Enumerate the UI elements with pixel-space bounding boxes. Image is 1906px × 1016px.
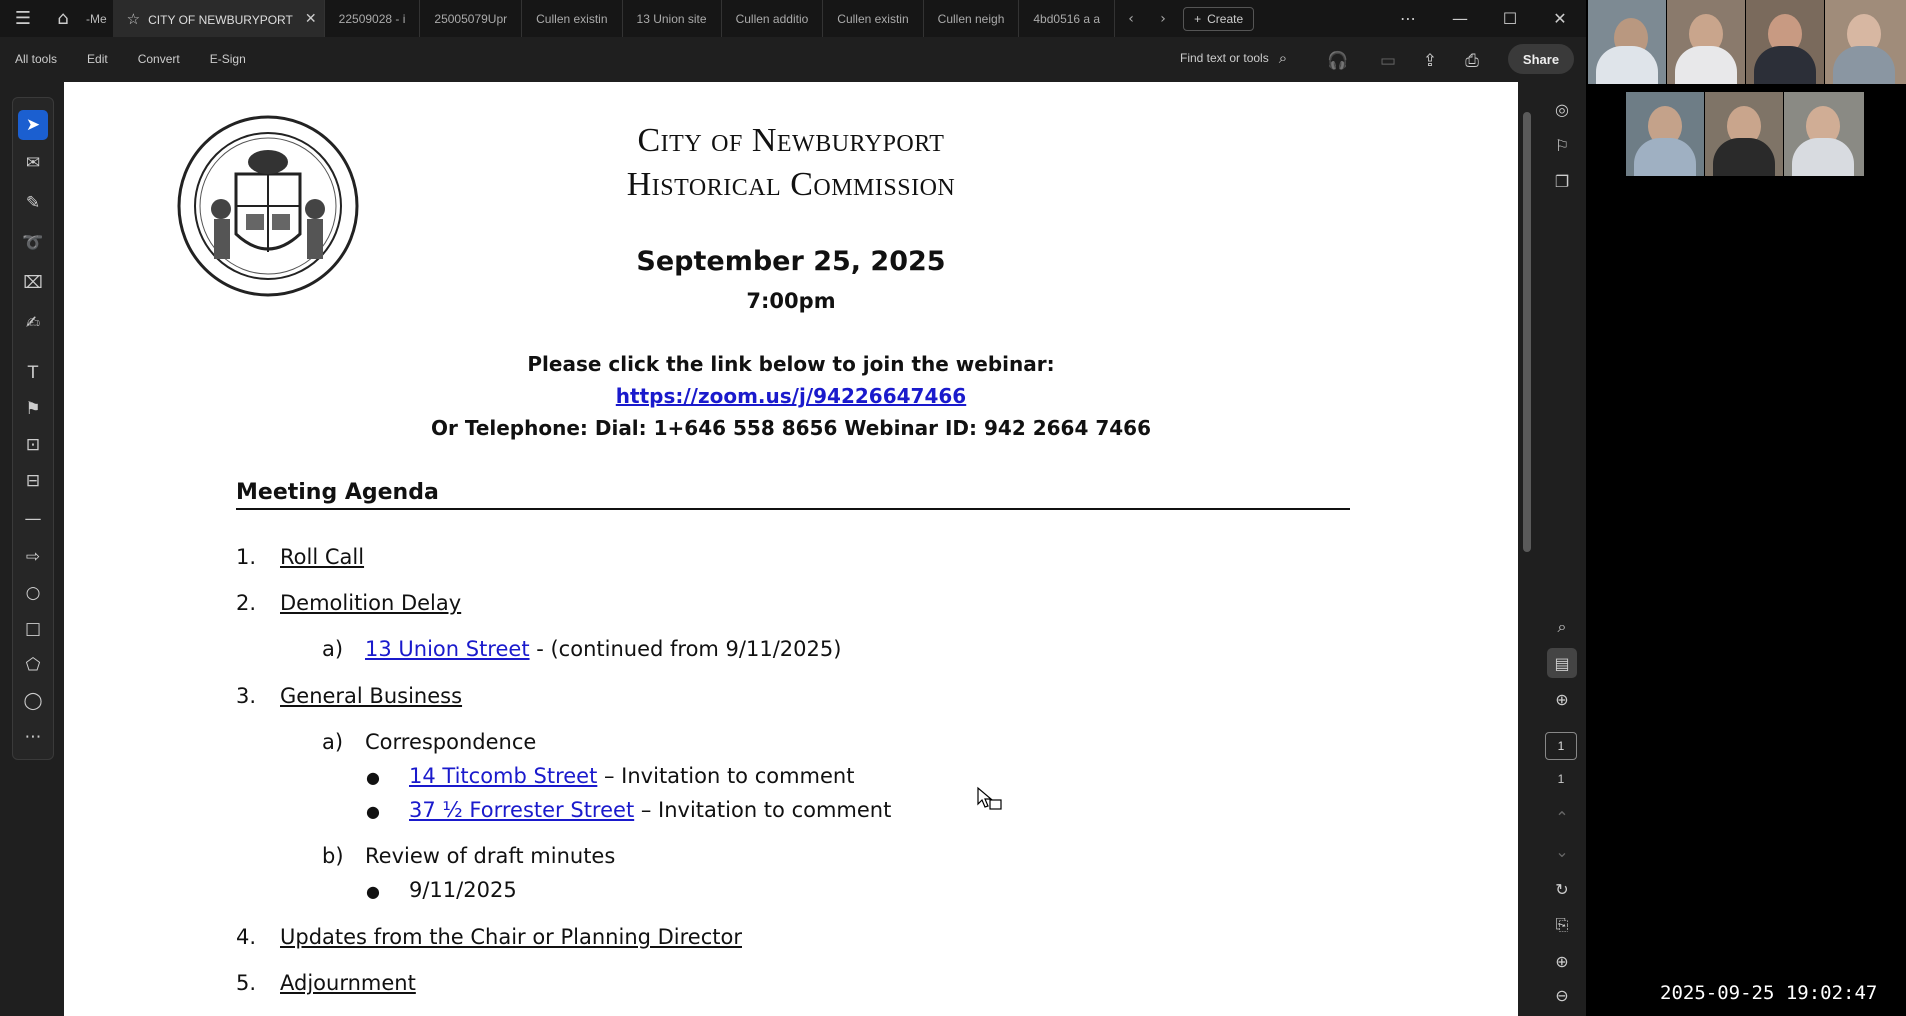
video-tile-4[interactable] <box>1825 0 1906 84</box>
rotate-icon[interactable]: ↻ <box>1555 879 1569 899</box>
star-icon[interactable]: ☆ <box>126 9 141 28</box>
form-field-icon[interactable]: ⊟ <box>25 471 41 491</box>
chevron-right-icon[interactable]: › <box>1160 10 1166 27</box>
page-down-icon[interactable]: ⌄ <box>1555 841 1569 861</box>
bullet-icon: ● <box>366 768 380 787</box>
add-text-icon[interactable]: T <box>27 363 39 383</box>
esign-button[interactable]: E-Sign <box>209 52 246 66</box>
link-14-titcomb-street[interactable]: 14 Titcomb Street <box>409 764 598 788</box>
zoom-out-icon[interactable]: ⊖ <box>1555 985 1569 1005</box>
more-tools-icon[interactable]: ⋯ <box>24 727 42 747</box>
image-search-icon[interactable]: ⊡ <box>25 435 41 455</box>
main-toolbar <box>0 37 1586 81</box>
tab-2[interactable]: 22509028 - i <box>325 0 421 37</box>
convert-button[interactable]: Convert <box>137 52 180 66</box>
link-13-union-street[interactable]: 13 Union Street <box>365 637 530 661</box>
page-number-input[interactable]: 1 <box>1545 732 1577 760</box>
zoom-in-icon[interactable]: ⊕ <box>1555 951 1569 971</box>
extract-page-icon[interactable]: ⎘ <box>1555 915 1569 934</box>
org-title-line1: City of Newburyport <box>637 122 945 159</box>
polygon-icon[interactable]: ⬠ <box>25 655 41 675</box>
tab-6[interactable]: Cullen additio <box>722 0 824 37</box>
plus-icon: + <box>1194 11 1202 26</box>
org-title-line2: Historical Commission <box>626 166 956 203</box>
video-tile-3[interactable] <box>1746 0 1824 84</box>
menu-icon[interactable]: ☰ <box>14 8 32 29</box>
search-icon: ⌕ <box>1278 49 1288 67</box>
chevron-left-icon[interactable]: ‹ <box>1128 10 1134 27</box>
agenda-heading: Meeting Agenda <box>236 480 439 505</box>
scrollbar-thumb[interactable] <box>1523 112 1531 552</box>
tab-7[interactable]: Cullen existin <box>823 0 923 37</box>
home-icon[interactable]: ⌂ <box>57 8 69 29</box>
tab-3[interactable]: 25005079Upr <box>420 0 522 37</box>
page-view-icon[interactable]: ▤ <box>1547 648 1577 678</box>
select-arrow-icon[interactable]: ➤ <box>18 110 48 140</box>
circle-icon[interactable]: ○ <box>25 583 41 603</box>
tab-5[interactable]: 13 Union site <box>623 0 722 37</box>
agenda-item-updates: 4. Updates from the Chair or Planning Director <box>236 925 742 949</box>
video-tile-1[interactable] <box>1588 0 1666 84</box>
bullet-37-forrester: ● 37 ½ Forrester Street – Invitation to comment <box>366 798 892 822</box>
ai-assistant-icon[interactable]: ◎ <box>1555 99 1569 119</box>
upload-icon[interactable]: ⇪ <box>1422 51 1438 71</box>
video-tile-5[interactable] <box>1626 92 1704 176</box>
recording-timestamp: 2025-09-25 19:02:47 <box>1660 982 1878 1004</box>
me-label[interactable]: -Me <box>86 11 107 26</box>
create-button[interactable]: + Create <box>1183 7 1254 31</box>
close-window-icon[interactable]: ✕ <box>1553 9 1567 28</box>
save-icon[interactable]: ▭ <box>1379 51 1397 71</box>
page-up-icon[interactable]: ⌃ <box>1555 807 1569 827</box>
more-icon[interactable]: ⋯ <box>1400 9 1416 28</box>
comment-icon[interactable]: ✉ <box>25 153 41 173</box>
find-text-label: Find text or tools <box>1180 51 1269 65</box>
bullet-14-titcomb: ● 14 Titcomb Street – Invitation to comment <box>366 764 855 788</box>
pages-icon[interactable]: ❐ <box>1554 171 1570 191</box>
agenda-subitem-13-union: a) 13 Union Street - (continued from 9/11/2025) <box>322 637 842 661</box>
tab-list <box>113 0 1254 37</box>
arrow-icon[interactable]: ⇨ <box>25 547 41 567</box>
agenda-item-roll-call: 1. Roll Call <box>236 545 365 569</box>
all-tools-button[interactable]: All tools <box>15 52 58 66</box>
headphones-icon[interactable]: 🎧 <box>1327 51 1349 71</box>
edit-button[interactable]: Edit <box>87 52 108 66</box>
print-icon[interactable]: ⎙ <box>1465 51 1479 71</box>
zoom-to-page-icon[interactable]: ⌕ <box>1557 617 1567 636</box>
bullet-icon: ● <box>366 882 380 901</box>
tab-bar <box>0 0 1586 37</box>
document-page <box>64 82 1518 1016</box>
marquee-zoom-icon[interactable]: ⊕ <box>1555 689 1569 709</box>
bookmarks-icon[interactable]: ⚐ <box>1554 135 1570 155</box>
link-37-forrester-street[interactable]: 37 ½ Forrester Street <box>409 798 635 822</box>
vertical-scrollbar[interactable] <box>1520 82 1534 1016</box>
video-tile-7[interactable] <box>1784 92 1864 176</box>
tab-8[interactable]: Cullen neigh <box>924 0 1020 37</box>
lasso-icon[interactable]: ➰ <box>22 233 44 253</box>
meeting-time: 7:00pm <box>746 289 836 313</box>
stamp-icon[interactable]: ✍ <box>25 313 41 333</box>
cloud-icon[interactable]: ◯ <box>23 691 43 711</box>
text-select-icon[interactable]: ⌧ <box>23 273 43 293</box>
share-button[interactable]: Share <box>1508 44 1574 74</box>
agenda-divider <box>236 508 1350 510</box>
left-tool-strip <box>12 97 54 760</box>
right-panel <box>1538 82 1586 1016</box>
agenda-item-demolition-delay: 2. Demolition Delay <box>236 591 462 615</box>
video-tile-2[interactable] <box>1667 0 1745 84</box>
join-instructions: Please click the link below to join the webinar: <box>527 352 1055 376</box>
agenda-item-general-business: 3. General Business <box>236 684 463 708</box>
page-total: 1 <box>1557 772 1565 786</box>
phone-info: Or Telephone: Dial: 1+646 558 8656 Webinar ID: 942 2664 7466 <box>431 416 1151 440</box>
zoom-link[interactable]: https://zoom.us/j/94226647466 <box>615 384 967 408</box>
pen-icon[interactable]: ✎ <box>25 193 41 213</box>
rectangle-icon[interactable]: □ <box>24 619 42 639</box>
find-tools-search[interactable] <box>1180 49 1287 67</box>
tab-4[interactable]: Cullen existin <box>522 0 622 37</box>
tab-city-of-newburyport[interactable]: ☆ CITY OF NEWBURYPORT ✕ <box>113 0 325 37</box>
tab-9[interactable]: 4bd0516 a a <box>1019 0 1115 37</box>
agenda-subitem-correspondence: a) Correspondence <box>322 730 537 754</box>
line-icon[interactable]: — <box>24 509 42 529</box>
mouse-cursor-icon <box>976 786 1004 814</box>
bullet-minutes-date: ● 9/11/2025 <box>366 878 517 902</box>
agenda-item-adjournment: 5. Adjournment <box>236 971 416 995</box>
meeting-date: September 25, 2025 <box>636 246 946 277</box>
maximize-icon[interactable]: ☐ <box>1502 9 1518 28</box>
agenda-subitem-draft-minutes: b) Review of draft minutes <box>322 844 616 868</box>
close-tab-icon[interactable]: ✕ <box>304 10 317 27</box>
bullet-icon: ● <box>366 802 380 821</box>
minimize-icon[interactable]: — <box>1452 9 1468 28</box>
bookmark-icon[interactable]: ⚑ <box>25 399 41 419</box>
video-tile-6[interactable] <box>1705 92 1783 176</box>
